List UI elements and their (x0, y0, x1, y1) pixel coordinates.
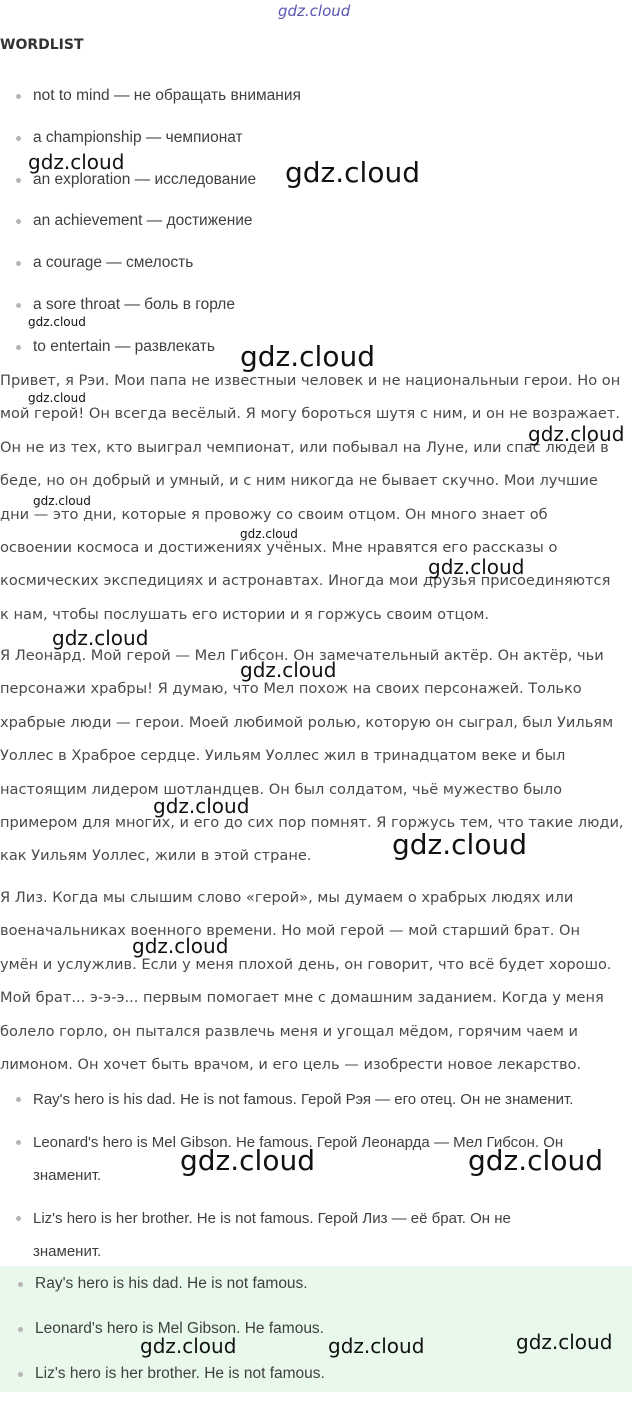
paragraph-line: мой герой! Он всегда весёлый. Я могу бороться шутя с ним, и он не возражает. (0, 405, 620, 423)
answer-item (0, 1083, 632, 1117)
paragraph-line: примером для многих, и его до сих пор помнят. Я горжусь тем, что такие люди, (0, 813, 624, 831)
watermark: gdz.cloud (428, 555, 525, 579)
watermark: gdz.cloud (132, 934, 229, 958)
answer-box-item (0, 1266, 632, 1311)
wordlist-title: WORDLIST (0, 37, 84, 53)
watermark: gdz.cloud (528, 422, 625, 446)
paragraph-line: Мой брат... э-э-э... первым помогает мне с домашним заданием. Когда у меня (0, 989, 604, 1007)
watermark: gdz.cloud (28, 150, 125, 174)
watermark: gdz.cloud (285, 156, 420, 189)
watermark: gdz.cloud (468, 1144, 603, 1177)
paragraph-line: беде, но он добрый и умный, и с ним никогда не бывает скучно. Мои лучшие (0, 472, 598, 490)
bullet-icon (16, 261, 21, 266)
watermark: gdz.cloud (516, 1330, 613, 1354)
bullet-icon (16, 345, 21, 350)
wordlist-item-text: a courage — смелость (33, 254, 194, 272)
paragraph-line: Я Лиз. Когда мы слышим слово «герой», мы думаем о храбрых людях или (0, 889, 574, 906)
paragraph-liz (0, 881, 632, 1081)
watermark: gdz.cloud (28, 391, 86, 405)
answer-line: знаменит. (33, 1167, 102, 1184)
wordlist-item-text: an achievement — достижение (33, 212, 253, 230)
wordlist-item (0, 293, 632, 335)
wordlist-item (0, 251, 632, 293)
answers-list (0, 1083, 632, 1278)
paragraph-line: дни — это дни, которые я провожу со своим отцом. Он много знает об (0, 505, 548, 523)
answer-line: Liz's hero is her brother. He is not famous. Герой Лиз — её брат. Он не (33, 1209, 511, 1227)
bullet-icon (18, 1327, 23, 1332)
paragraph-line: как Уильям Уоллес, жили в этой стране. (0, 847, 312, 865)
paragraph-line: Он не из тех, кто выиграл чемпионат, или побывал на Луне, или спас людей в (0, 438, 609, 456)
answer-box-item (0, 1356, 632, 1401)
paragraph-line: к нам, чтобы послушать его истории и я горжусь своим отцом. (0, 605, 490, 623)
watermark: gdz.cloud (240, 527, 298, 541)
paragraph-line: Я Леонард. Мой герой — Мел Гибсон. Он замечательный актёр. Он актёр, чьи (0, 647, 604, 664)
answer-line: Ray's hero is his dad. He is not famous. Герой Рэя — его отец. Он не знаменит. (33, 1091, 574, 1108)
bullet-icon (16, 178, 21, 183)
bullet-icon (16, 1140, 21, 1145)
paragraph-line: космических экспедициях и астронавтах. Иногда мои друзья присоединяются (0, 572, 611, 590)
paragraph-line: Привет, я Рэи. Мои папа не известныи человек и не национальныи герои. Но он (0, 372, 621, 389)
watermark: gdz.cloud (328, 1334, 425, 1358)
bullet-icon (18, 1282, 23, 1287)
bullet-icon (16, 1216, 21, 1221)
watermark: gdz.cloud (52, 626, 149, 650)
bullet-icon (16, 136, 21, 141)
paragraph-line: настоящим лидером шотландцев. Он был солдатом, чьё мужество было (0, 780, 563, 798)
watermark: gdz.cloud (140, 1334, 237, 1358)
wordlist-item-text: an exploration — исследование (33, 170, 257, 188)
paragraph-line: умён и услужлив. Если у меня плохой день, он говорит, что всё будет хорошо. (0, 955, 612, 973)
paragraph-line: военачальниках военного времени. Но мой герой — мой старший брат. Он (0, 922, 581, 940)
wordlist-item-text: a sore throat — боль в горле (33, 295, 235, 313)
answer-line: Leonard's hero is Mel Gibson. He famous. Герой Леонарда — Мел Гибсон. Он (33, 1133, 564, 1151)
wordlist-item-text: not to mind — не обращать внимания (33, 87, 301, 104)
answer-box-text: Liz's hero is her brother. He is not famous. (35, 1365, 325, 1382)
answer-box (0, 1266, 632, 1392)
paragraph-line: болело горло, он пытался развлечь меня и угощал мёдом, горячим чаем и (0, 1022, 578, 1040)
answer-box-text: Leonard's hero is Mel Gibson. He famous. (35, 1320, 324, 1337)
site-logo[interactable]: gdz.cloud (278, 2, 351, 20)
answer-item (0, 1202, 632, 1269)
wordlist-item (0, 84, 632, 126)
answer-box-text: Ray's hero is his dad. He is not famous. (35, 1275, 308, 1292)
wordlist (0, 84, 632, 377)
paragraph-ray (0, 364, 632, 631)
wordlist-item-text: a championship — чемпионат (33, 128, 243, 146)
paragraph-line: Уоллес в Храброе сердце. Уильям Уоллес жил в тринадцатом веке и был (0, 747, 566, 765)
answer-line: знаменит. (33, 1243, 102, 1260)
watermark: gdz.cloud (153, 794, 250, 818)
bullet-icon (16, 1097, 21, 1102)
watermark: gdz.cloud (33, 494, 91, 508)
watermark: gdz.cloud (28, 315, 86, 329)
bullet-icon (18, 1372, 23, 1377)
paragraph-line: персонажи храбры! Я думаю, что Мел похож на своих персонажей. Только (0, 680, 582, 698)
wordlist-item (0, 209, 632, 251)
wordlist-item-text: to entertain — развлекать (33, 337, 215, 355)
paragraph-line: храбрые люди — герои. Моей любимой ролью, которую он сыграл, был Уильям (0, 713, 614, 731)
bullet-icon (16, 303, 21, 308)
bullet-icon (16, 94, 21, 99)
watermark: gdz.cloud (240, 340, 375, 373)
watermark: gdz.cloud (240, 658, 337, 682)
watermark: gdz.cloud (180, 1144, 315, 1177)
paragraph-line: освоении космоса и достижениях учёных. Мне нравятся его рассказы о (0, 538, 558, 556)
paragraph-line: лимоном. Он хочет быть врачом, и его цель — изобрести новое лекарство. (0, 1055, 582, 1073)
watermark: gdz.cloud (392, 828, 527, 861)
bullet-icon (16, 219, 21, 224)
